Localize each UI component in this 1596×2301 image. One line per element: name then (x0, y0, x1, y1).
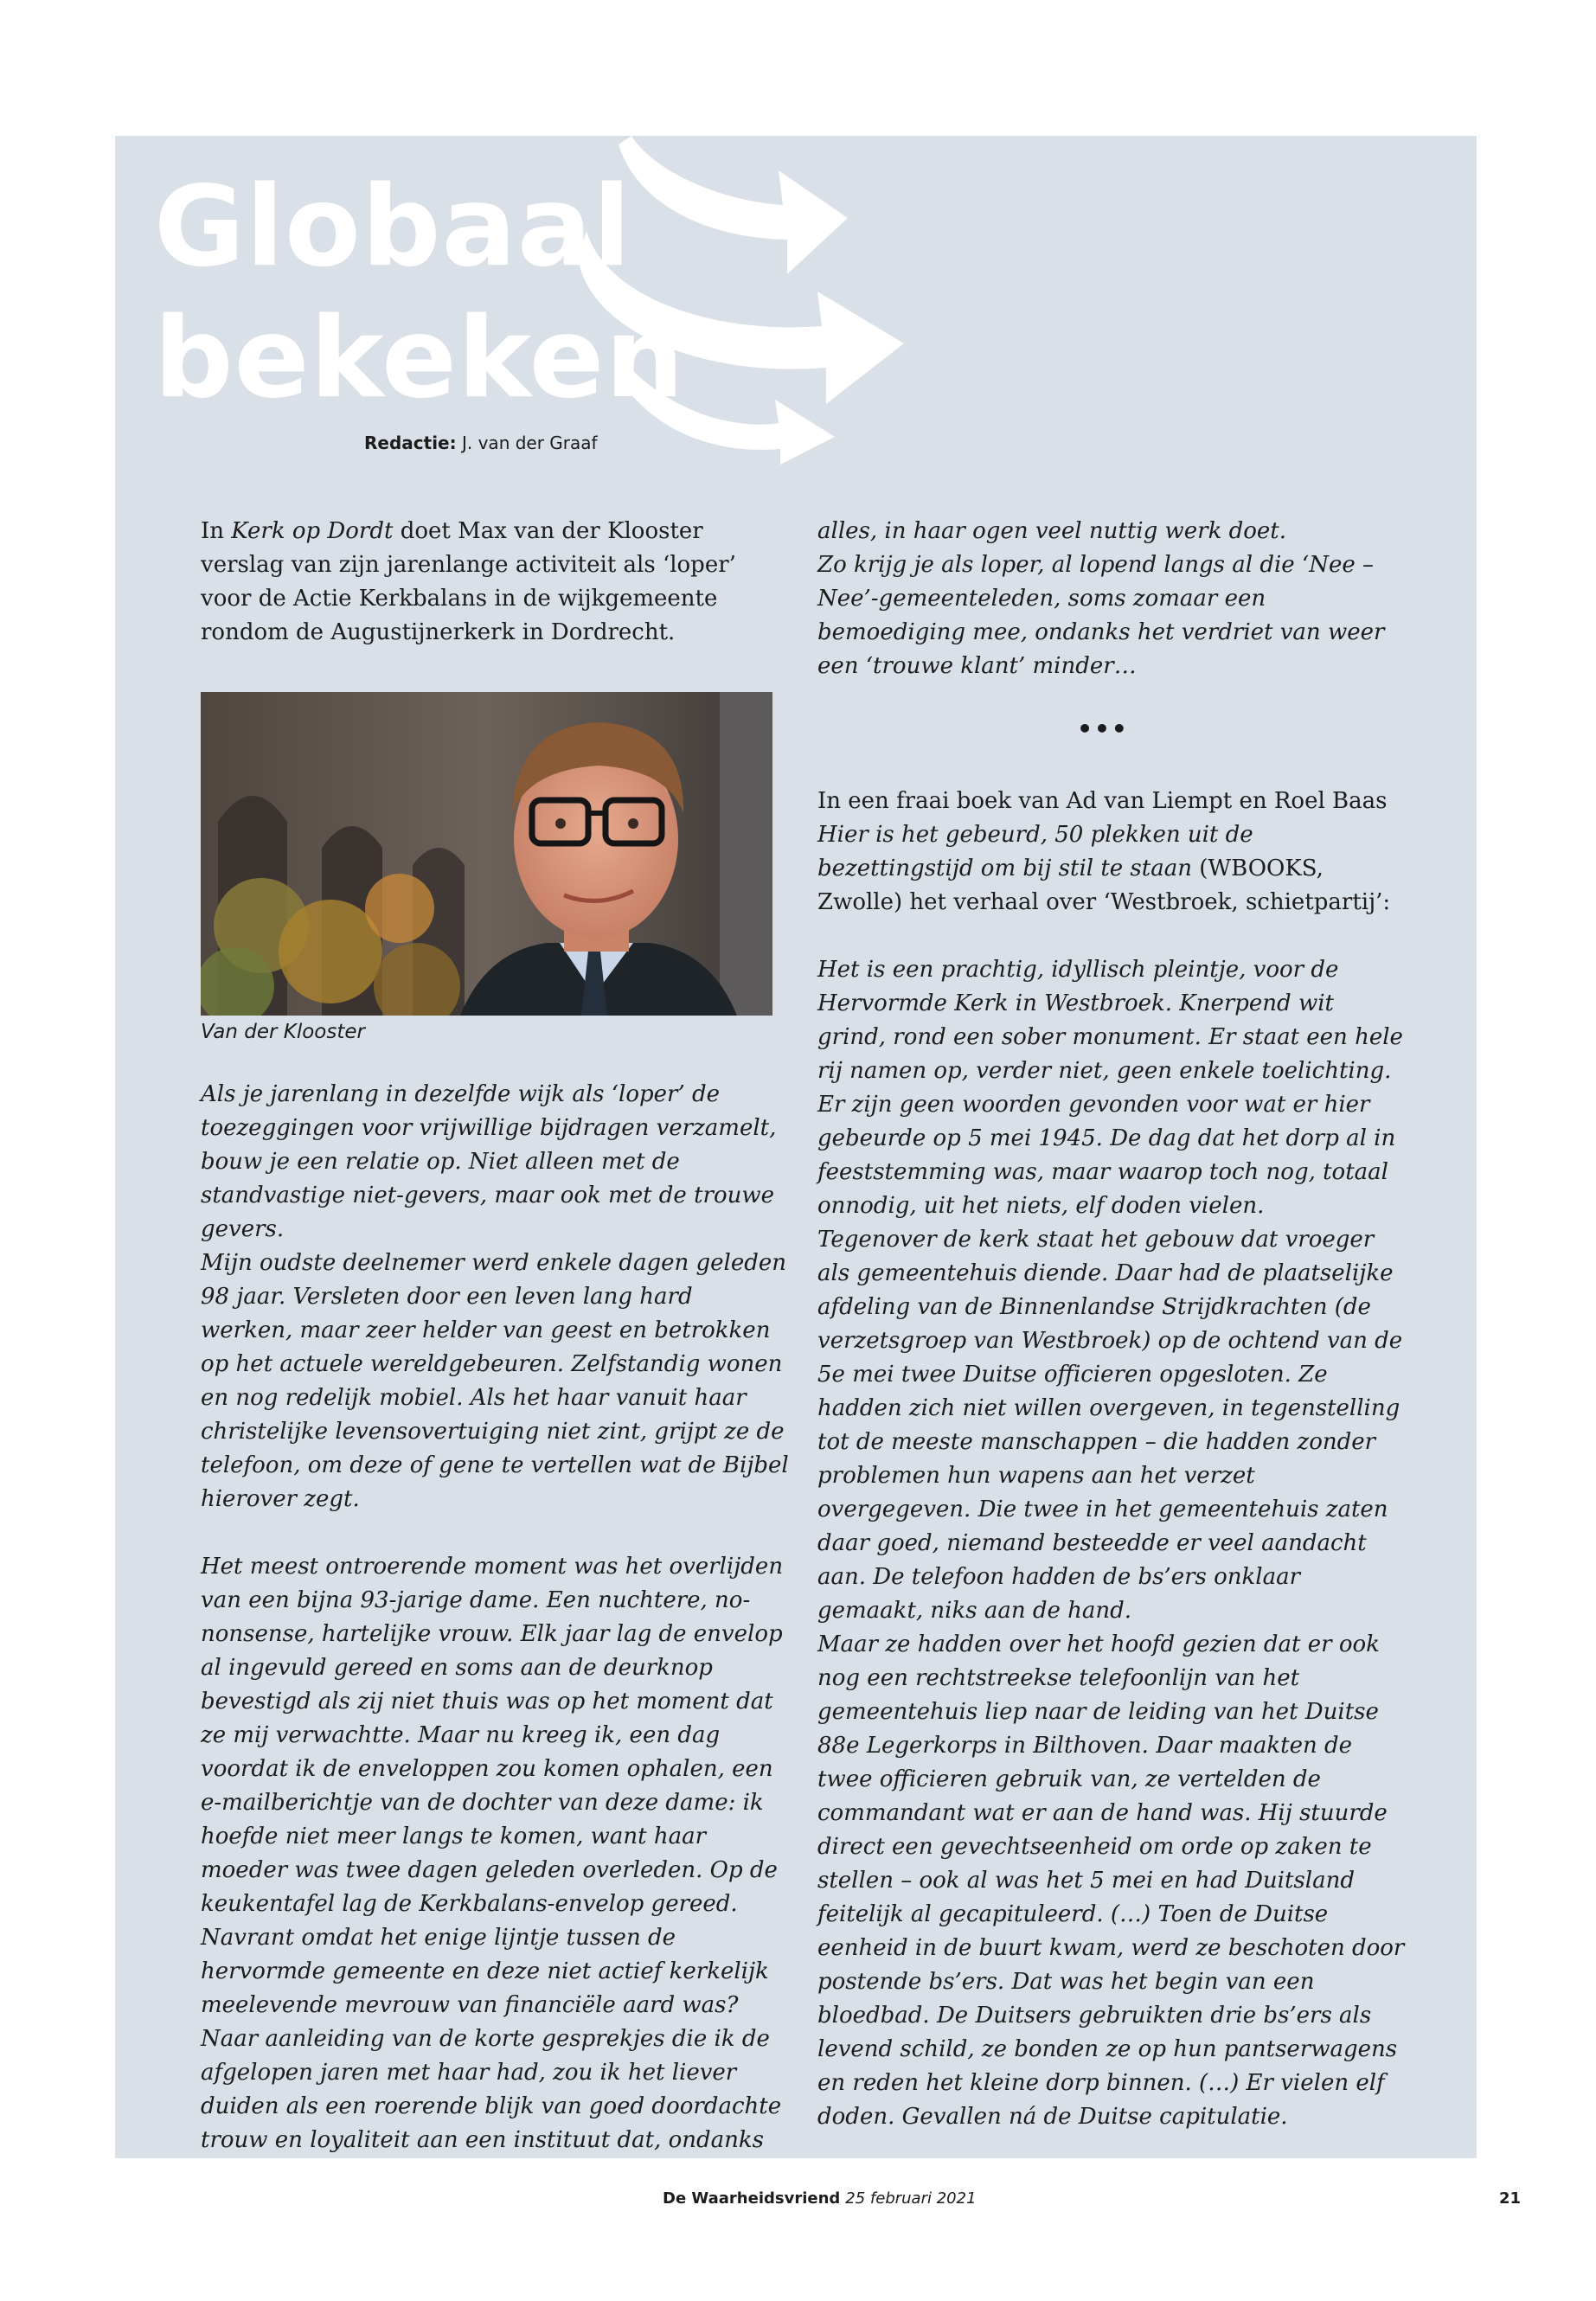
publication-date: 25 februari 2021 (845, 2189, 977, 2208)
photo-caption: Van der Klooster (201, 1021, 365, 1043)
left-quote-column (201, 1078, 789, 2157)
publication-name: De Waarheidsvriend (663, 2189, 841, 2208)
footer-publication (663, 2189, 977, 2208)
book-intro-text-1: In een fraai boek van Ad van Liempt en Roel Baas (817, 788, 1388, 814)
page-number: 21 (1499, 2189, 1522, 2208)
book-intro-text-2: (WBOOKS, Zwolle) het verhaal over ‘Westbroek, schietpartij’: (817, 856, 1391, 915)
byline-name: J. van der Graaf (461, 433, 598, 453)
right-quote-p2: Tegenover de kerk staat het gebouw dat vroeger als gemeentehuis diende. Daar had de plaatselijke afdeling van de Binnenlandse Strijdkrachten (de verzetsgroep van Westbroek) op de ochtend van de 5e mei twee Duitse officieren opgesloten. Ze hadden zich niet willen overgeven, in tegenstelling tot de meeste manschappen – die hadden zonder problemen hun wapens aan het verzet overgegeven. Die twee in het gemeentehuis zaten daar goed, niemand besteedde er veel aandacht aan. De telefoon hadden de bs’ers onklaar gemaakt, niks aan de hand. (817, 1227, 1403, 1624)
right-column (817, 515, 1406, 2134)
right-quote-p3: Maar ze hadden over het hoofd gezien dat er ook nog een rechtstreekse telefoonlijn van het gemeentehuis liep naar de leiding van het Duitse 88e Legerkorps in Bilthoven. Daar maakten de twee officieren gebruik van, ze vertelden de commandant wat er aan de hand was. Hij stuurde direct een gevechtseenheid om orde op zaken te stellen – ook al was het 5 mei en had Duitsland feitelijk al gecapituleerd. (…) Toen de Duitse eenheid in de buurt kwam, werd ze beschoten door postende bs’ers. Dat was het begin van een bloedbad. De Duitsers gebruikten drie bs’ers als levend schild, ze bonden ze op hun pantserwagens en reden het kleine dorp binnen. (…) Er vielen elf doden. Gevallen ná de Duitse capitulatie. (817, 1631, 1405, 2130)
title-line-1: Globaal (154, 163, 632, 292)
title-line-2: bekeken (154, 294, 685, 423)
right-quote-p1: Het is een prachtig, idyllisch pleintje, voor de Hervormde Kerk in Westbroek. Knerpend wit grind, rond een sober monument. Er staat een hele rij namen op, verder niet, geen enkele toelichting. Er zijn geen woorden gevonden voor wat er hier gebeurde op 5 mei 1945. De dag dat het dorp al in feeststemming was, maar waarop toch nog, totaal onnodig, uit het niets, elf doden vielen. (817, 957, 1403, 1219)
intro-text-1: In (201, 518, 232, 544)
intro-paragraph (201, 515, 789, 650)
book-title: Hier is het gebeurd, 50 plekken uit de bezettingstijd om bij stil te staan (817, 822, 1253, 881)
left-quote-p1: Als je jarenlang in dezelfde wijk als ‘loper’ de toezeggingen voor vrijwillige bijdragen verzamelt, bouw je een relatie op. Niet alleen met de standvastige niet-gevers, maar ook met de trouwe gevers. (201, 1081, 777, 1242)
intro-source-title: Kerk op Dordt (231, 518, 394, 544)
intro-text-2: doet Max van der Klooster verslag van zijn jarenlange activiteit als ‘loper’ voor de Actie Kerkbalans in de wijkgemeente rondom de Augustijnerkerk in Dordrecht. (201, 518, 736, 645)
right-cont-1: alles, in haar ogen veel nuttig werk doet. (817, 518, 1286, 544)
right-cont-2: Zo krijg je als loper, al lopend langs al die ‘Nee – Nee’-gemeenteleden, soms zomaar een bemoediging mee, ondanks het verdriet van weer een ‘trouwe klant’ minder… (817, 552, 1385, 679)
byline (364, 433, 598, 453)
book-intro-paragraph (817, 785, 1406, 920)
section-separator: ••• (1077, 715, 1129, 743)
portrait-illustration (201, 692, 772, 1016)
portrait-photo (201, 692, 772, 1016)
left-quote-p2: Mijn oudste deelnemer werd enkele dagen geleden 98 jaar. Versleten door een leven lang hard werken, maar zeer helder van geest en betrokken op het actuele wereldgebeuren. Zelfstandig wonen en nog redelijk mobiel. Als het haar vanuit haar christelijke levensovertuiging niet zint, grijpt ze de telefoon, om deze of gene te vertellen wat de Bijbel hierover zegt. (201, 1250, 789, 1512)
byline-label: Redactie: (364, 433, 457, 453)
left-quote-p3: Het meest ontroerende moment was het overlijden van een bijna 93-jarige dame. Een nuchtere, no-nonsense, hartelijke vrouw. Elk jaar lag de envelop al ingevuld gereed en soms aan de deurknop bevestigd als zij niet thuis was op het moment dat ze mij verwachtte. Maar nu kreeg ik, een dag voordat ik de enveloppen zou komen ophalen, een e-mailberichtje van de dochter van deze dame: ik hoefde niet meer langs te komen, want haar moeder was twee dagen geleden overleden. Op de keukentafel lag de Kerkbalans-envelop gereed. Navrant omdat het enige lijntje tussen de hervormde gemeente en deze niet actief kerkelijk meelevende mevrouw van financiële aard was? Naar aanleiding van de korte gesprekjes die ik de afgelopen jaren met haar had, zou ik het liever duiden als een roerende blijk van goed doordachte trouw en loyaliteit aan een instituut dat, ondanks (201, 1554, 784, 2153)
